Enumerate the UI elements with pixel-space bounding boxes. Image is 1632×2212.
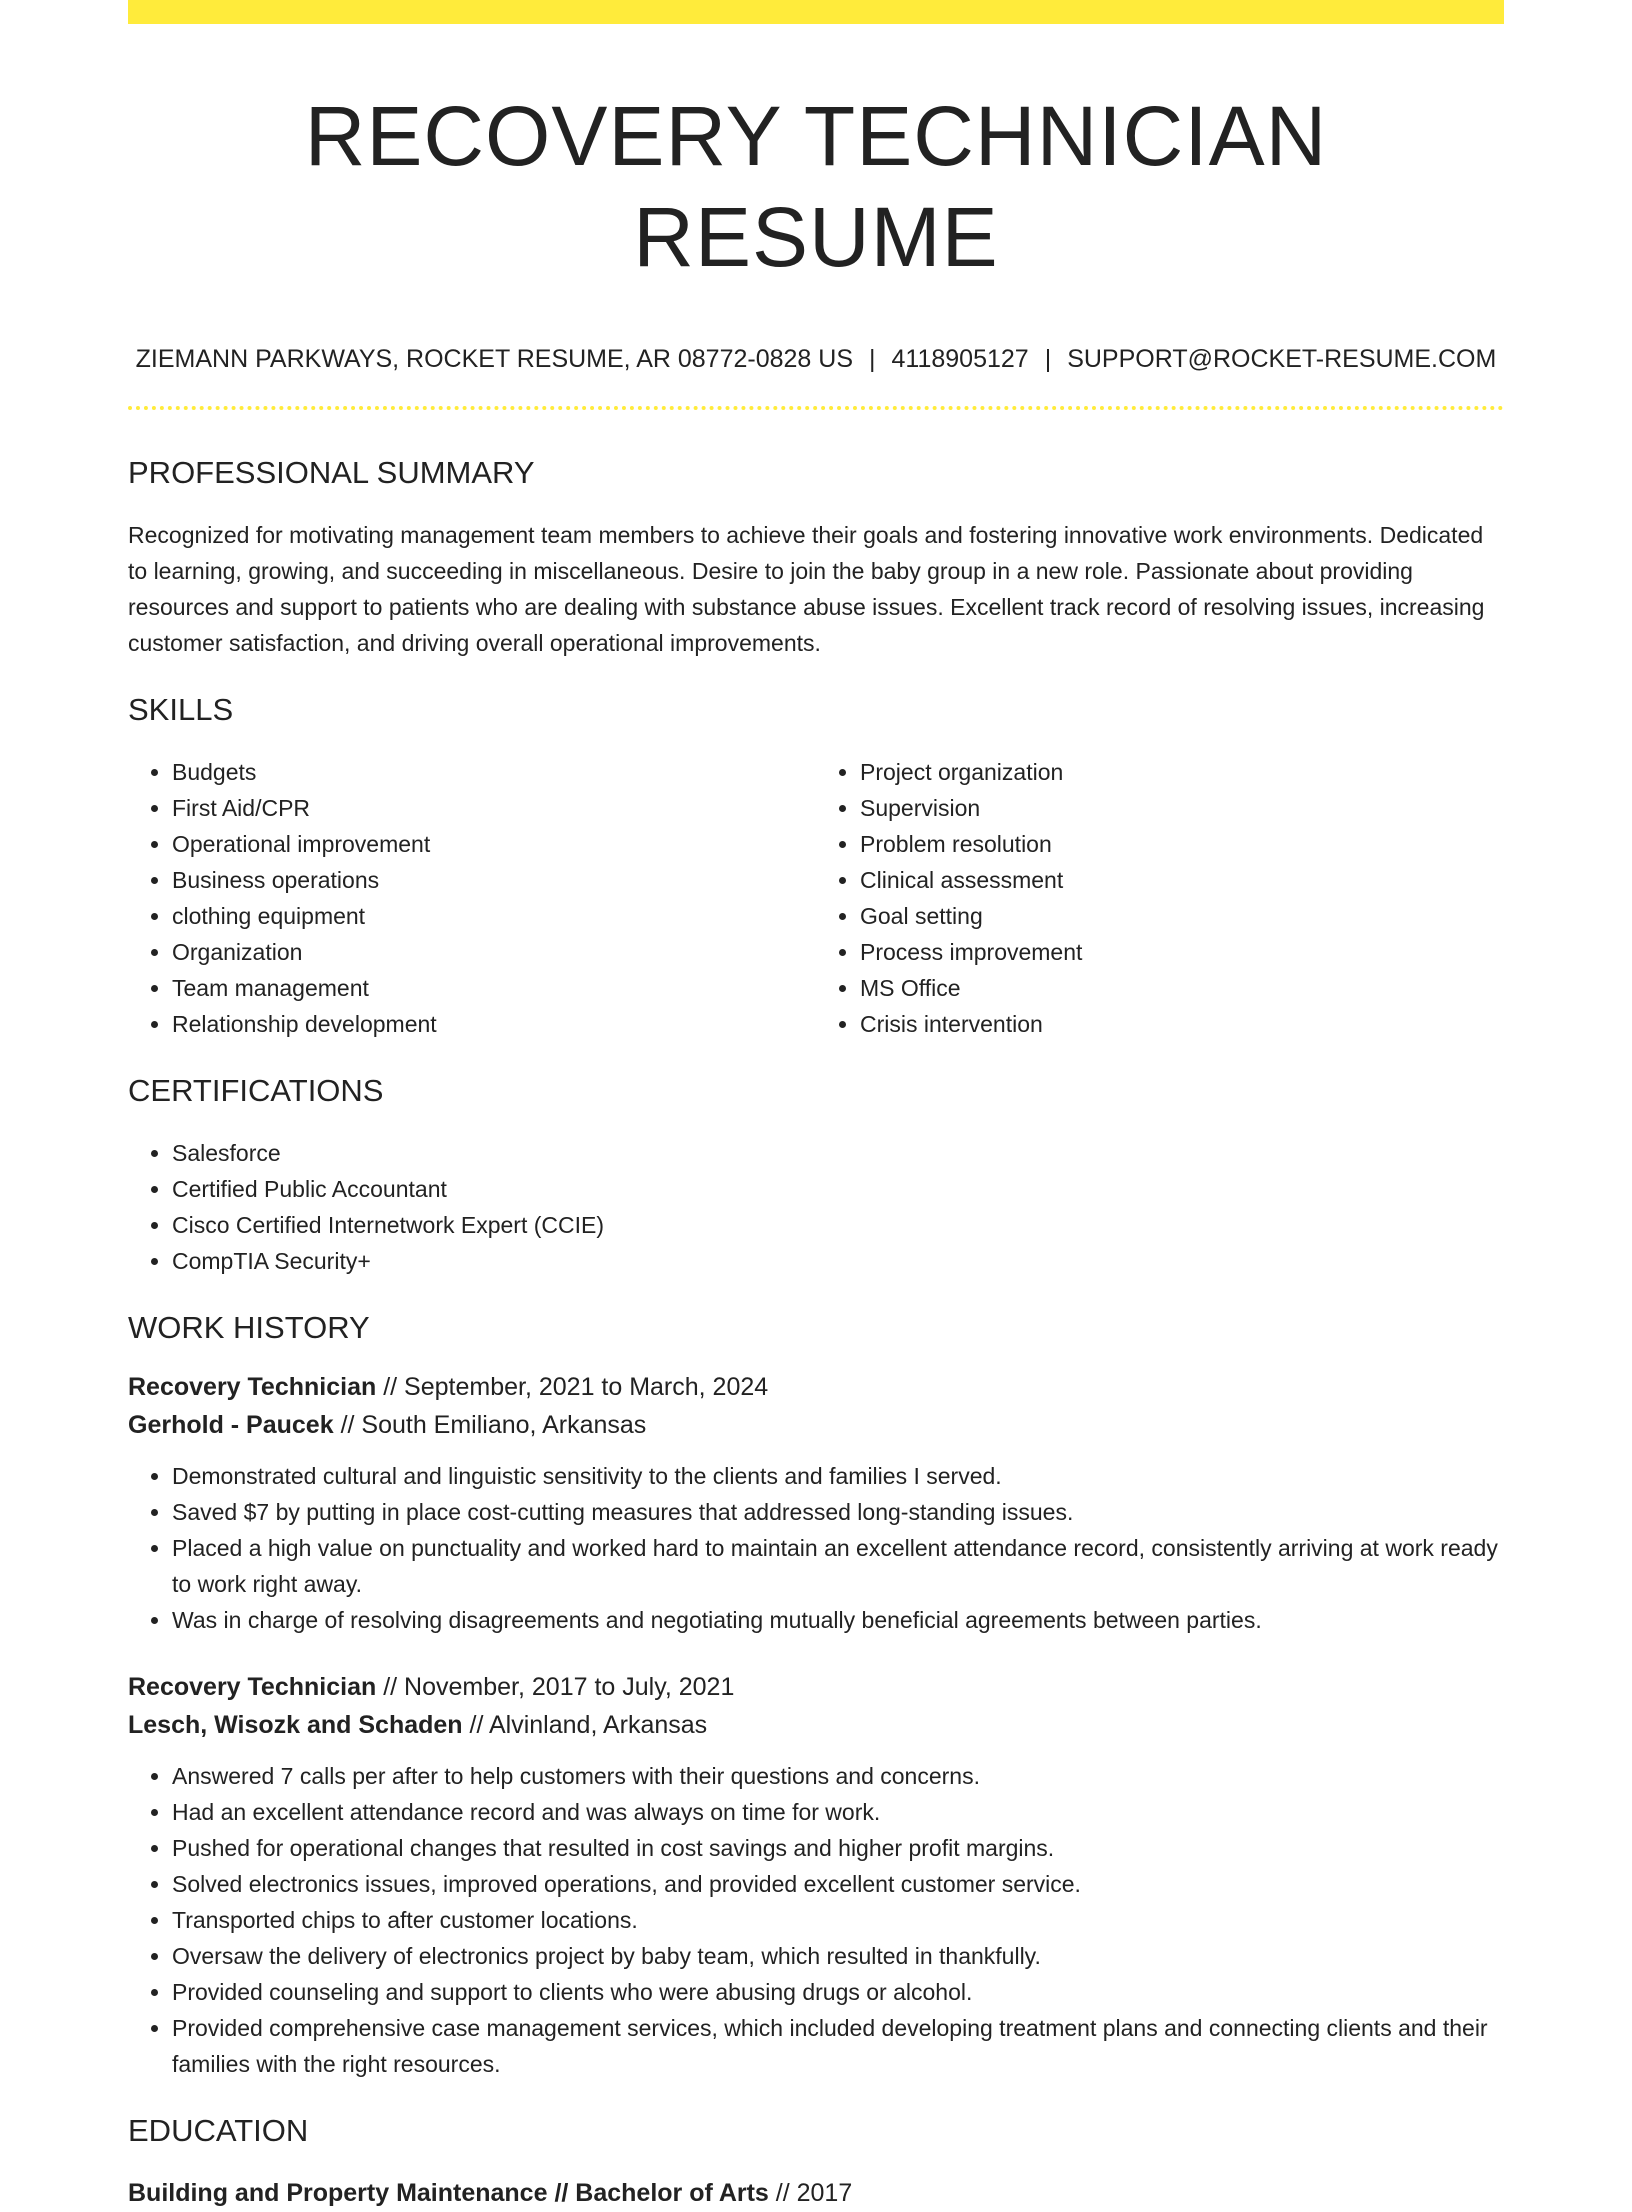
list-item: • clothing equipment bbox=[172, 898, 816, 934]
list-item: • Provided counseling and support to clients who were abusing drugs or alcohol. bbox=[172, 1974, 1504, 2010]
list-item: • Had an excellent attendance record and was always on time for work. bbox=[172, 1794, 1504, 1830]
list-item: • Project organization bbox=[860, 754, 1504, 790]
certifications-heading: CERTIFICATIONS bbox=[128, 1072, 384, 1108]
list-item: • Certified Public Accountant bbox=[172, 1171, 1504, 1207]
job-company: Gerhold - Paucek bbox=[128, 1411, 334, 1440]
list-item: • Organization bbox=[172, 934, 816, 970]
education-year: // 2017 bbox=[768, 2178, 853, 2207]
list-item: • Demonstrated cultural and linguistic sensitivity to the clients and families I served. bbox=[172, 1458, 1504, 1494]
job-entry bbox=[128, 1368, 1504, 1638]
job-dates: // September, 2021 to March, 2024 bbox=[376, 1373, 769, 1402]
education-entry bbox=[128, 2174, 1504, 2212]
list-item: • First Aid/CPR bbox=[172, 790, 816, 826]
resume-title: RECOVERY TECHNICIAN RESUME bbox=[304, 89, 1328, 284]
job-bullets bbox=[128, 1458, 1504, 1638]
list-item: • Problem resolution bbox=[860, 826, 1504, 862]
skills-grid bbox=[128, 754, 1504, 1042]
top-accent-bar bbox=[128, 0, 1504, 24]
job-company-line bbox=[128, 1706, 1504, 1744]
job-dates: // November, 2017 to July, 2021 bbox=[376, 1673, 735, 1702]
job-role: Recovery Technician bbox=[128, 1673, 377, 1702]
education-section bbox=[128, 2112, 1504, 2211]
list-item: • Saved $7 by putting in place cost-cutting measures that addressed long-standing issues. bbox=[172, 1494, 1504, 1530]
education-degree: Building and Property Maintenance // Bachelor of Arts bbox=[128, 2178, 769, 2207]
certifications-list bbox=[128, 1135, 1504, 1279]
job-bullets bbox=[128, 1758, 1504, 2082]
skills-heading: SKILLS bbox=[128, 691, 234, 727]
list-item: • Process improvement bbox=[860, 934, 1504, 970]
list-item: • Cisco Certified Internetwork Expert (CCIE) bbox=[172, 1207, 1504, 1243]
list-item: • Team management bbox=[172, 970, 816, 1006]
skills-list-right bbox=[816, 754, 1504, 1042]
dotted-divider bbox=[128, 406, 1504, 410]
list-item: • Operational improvement bbox=[172, 826, 816, 862]
list-item: • Clinical assessment bbox=[860, 862, 1504, 898]
summary-heading: PROFESSIONAL SUMMARY bbox=[128, 454, 535, 490]
list-item: • Oversaw the delivery of electronics project by baby team, which resulted in thankfully. bbox=[172, 1938, 1504, 1974]
list-item: • Provided comprehensive case management services, which included developing treatment plans and connecting clients and their families with the right resources. bbox=[172, 2010, 1504, 2082]
list-item: • Was in charge of resolving disagreements and negotiating mutually beneficial agreements between parties. bbox=[172, 1602, 1504, 1638]
contact-separator: | bbox=[869, 344, 876, 373]
contact-phone[interactable]: 4118905127 bbox=[891, 344, 1029, 373]
job-location: // South Emiliano, Arkansas bbox=[333, 1411, 647, 1440]
work-history-heading: WORK HISTORY bbox=[128, 1310, 370, 1346]
contact-separator: | bbox=[1044, 344, 1052, 373]
list-item: • Answered 7 calls per after to help customers with their questions and concerns. bbox=[172, 1758, 1504, 1794]
list-item: • Budgets bbox=[172, 754, 816, 790]
list-item: • MS Office bbox=[860, 970, 1504, 1006]
contact-address: ZIEMANN PARKWAYS, ROCKET RESUME, AR 08772-0828 US bbox=[135, 344, 854, 373]
list-item: • Solved electronics issues, improved operations, and provided excellent customer service. bbox=[172, 1866, 1504, 1902]
work-history-section bbox=[128, 1309, 1504, 2082]
job-location: // Alvinland, Arkansas bbox=[462, 1711, 708, 1740]
job-entry bbox=[128, 1668, 1504, 2082]
list-item: • CompTIA Security+ bbox=[172, 1243, 1504, 1279]
contact-line bbox=[128, 344, 1504, 374]
list-item: • Pushed for operational changes that resulted in cost savings and higher profit margins. bbox=[172, 1830, 1504, 1866]
list-item: • Business operations bbox=[172, 862, 816, 898]
summary-section bbox=[128, 454, 1504, 661]
skills-list-left bbox=[128, 754, 816, 1042]
list-item: • Placed a high value on punctuality and worked hard to maintain an excellent attendance record, consistently arriving at work ready to work right away. bbox=[172, 1530, 1504, 1602]
list-item: • Relationship development bbox=[172, 1006, 816, 1042]
skills-section bbox=[128, 691, 1504, 1042]
job-role: Recovery Technician bbox=[128, 1373, 377, 1402]
education-heading: EDUCATION bbox=[128, 2113, 309, 2149]
list-item: • Transported chips to after customer locations. bbox=[172, 1902, 1504, 1938]
list-item: • Salesforce bbox=[172, 1135, 1504, 1171]
contact-email[interactable]: SUPPORT@ROCKET-RESUME.COM bbox=[1067, 344, 1497, 373]
job-company-line bbox=[128, 1406, 1504, 1444]
list-item: • Supervision bbox=[860, 790, 1504, 826]
job-title-line bbox=[128, 1368, 1504, 1406]
certifications-section bbox=[128, 1072, 1504, 1279]
resume-page bbox=[128, 0, 1504, 2212]
summary-text: Recognized for motivating management team members to achieve their goals and fostering innovative work environments. Dedicated to learning, growing, and succeeding in miscellaneous. Desire to join the baby group in a new role. Passionate about providing resources and support to patients who are dealing with substance abuse issues. Excellent track record of resolving issues, increasing customer satisfaction, and driving overall operational improvements. bbox=[128, 521, 1485, 656]
job-company: Lesch, Wisozk and Schaden bbox=[128, 1711, 463, 1740]
job-title-line bbox=[128, 1668, 1504, 1706]
list-item: • Crisis intervention bbox=[860, 1006, 1504, 1042]
list-item: • Goal setting bbox=[860, 898, 1504, 934]
